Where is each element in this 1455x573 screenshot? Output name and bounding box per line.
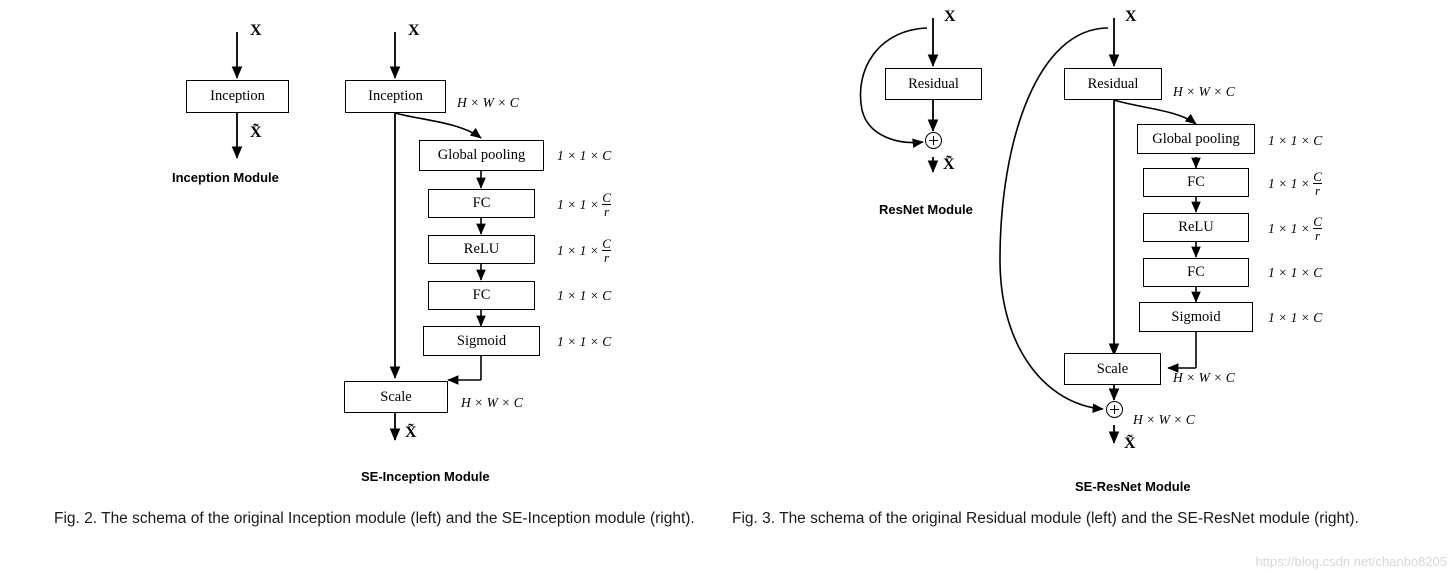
title-resnet-module: ResNet Module	[879, 202, 973, 217]
node-global-pooling: Global pooling	[419, 140, 544, 171]
title-se-inception-module: SE-Inception Module	[361, 469, 490, 484]
sum-node-se-resnet	[1106, 401, 1123, 418]
dims-relu	[557, 238, 611, 266]
dims-fc-1-denominator: r	[604, 204, 610, 219]
node-fc-2: FC	[428, 281, 535, 310]
dims-fc-1-numerator: C	[602, 190, 611, 205]
dims-scale: H × W × C	[1173, 370, 1235, 385]
input-label-x-left: X	[250, 22, 262, 39]
node-sigmoid: Sigmoid	[1139, 302, 1253, 332]
node-inception-plain: Inception	[186, 80, 289, 113]
dims-fc-2: 1 × 1 × C	[557, 288, 612, 303]
output-label-xtilde-resnet: X̃	[943, 156, 955, 173]
node-scale: Scale	[1064, 353, 1161, 385]
node-relu: ReLU	[428, 235, 535, 264]
dims-relu-fraction	[602, 237, 611, 265]
dims-global-pooling: 1 × 1 × C	[1268, 133, 1323, 148]
dims-relu-prefix: 1 × 1 ×	[1268, 220, 1310, 236]
node-fc-2: FC	[1143, 258, 1249, 287]
dims-fc-1-denominator: r	[1315, 183, 1321, 198]
dims-inception: H × W × C	[457, 95, 519, 110]
dims-relu-denominator: r	[604, 250, 610, 265]
dims-fc-1	[1268, 171, 1322, 199]
dims-fc-1-prefix: 1 × 1 ×	[557, 196, 599, 212]
dims-scale: H × W × C	[461, 395, 523, 410]
dims-relu-numerator: C	[602, 236, 611, 251]
dims-relu-fraction	[1313, 215, 1322, 243]
dims-fc-1-prefix: 1 × 1 ×	[1268, 175, 1310, 191]
dims-fc-1-fraction	[602, 191, 611, 219]
node-relu: ReLU	[1143, 213, 1249, 242]
node-scale: Scale	[344, 381, 448, 413]
node-fc-1: FC	[428, 189, 535, 218]
dims-sigmoid: 1 × 1 × C	[557, 334, 612, 349]
dims-fc-2: 1 × 1 × C	[1268, 265, 1323, 280]
figure-3-caption: Fig. 3. The schema of the original Residual module (left) and the SE-ResNet module (right).	[732, 510, 1359, 527]
dims-fc-1-numerator: C	[1313, 169, 1322, 184]
sum-node-resnet	[925, 132, 942, 149]
dims-global-pooling: 1 × 1 × C	[557, 148, 612, 163]
dims-sigmoid: 1 × 1 × C	[1268, 310, 1323, 325]
output-label-xtilde-left: X̃	[250, 124, 262, 141]
figure-2-caption: Fig. 2. The schema of the original Inception module (left) and the SE-Inception module (right).	[54, 510, 695, 527]
figure-3	[728, 0, 1455, 573]
dims-fc-1-fraction	[1313, 170, 1322, 198]
watermark-text: https://blog.csdn.net/chanbo8205	[1255, 554, 1447, 569]
input-label-x-resnet: X	[944, 8, 956, 25]
input-label-x-se-resnet: X	[1125, 8, 1137, 25]
dims-relu-denominator: r	[1315, 228, 1321, 243]
dims-relu-prefix: 1 × 1 ×	[557, 242, 599, 258]
node-residual-plain: Residual	[885, 68, 982, 100]
dims-residual: H × W × C	[1173, 84, 1235, 99]
dims-relu	[1268, 216, 1322, 244]
output-label-xtilde-se-resnet: X̃	[1124, 435, 1136, 452]
node-fc-1: FC	[1143, 168, 1249, 197]
output-label-xtilde-se-inception: X̃	[405, 424, 417, 441]
title-inception-module: Inception Module	[172, 170, 279, 185]
node-sigmoid: Sigmoid	[423, 326, 540, 356]
node-global-pooling: Global pooling	[1137, 124, 1255, 154]
dims-sum: H × W × C	[1133, 412, 1195, 427]
dims-fc-1	[557, 192, 611, 220]
input-label-x-se-inception: X	[408, 22, 420, 39]
node-residual: Residual	[1064, 68, 1162, 100]
title-se-resnet-module: SE-ResNet Module	[1075, 479, 1191, 494]
dims-relu-numerator: C	[1313, 214, 1322, 229]
node-inception: Inception	[345, 80, 446, 113]
